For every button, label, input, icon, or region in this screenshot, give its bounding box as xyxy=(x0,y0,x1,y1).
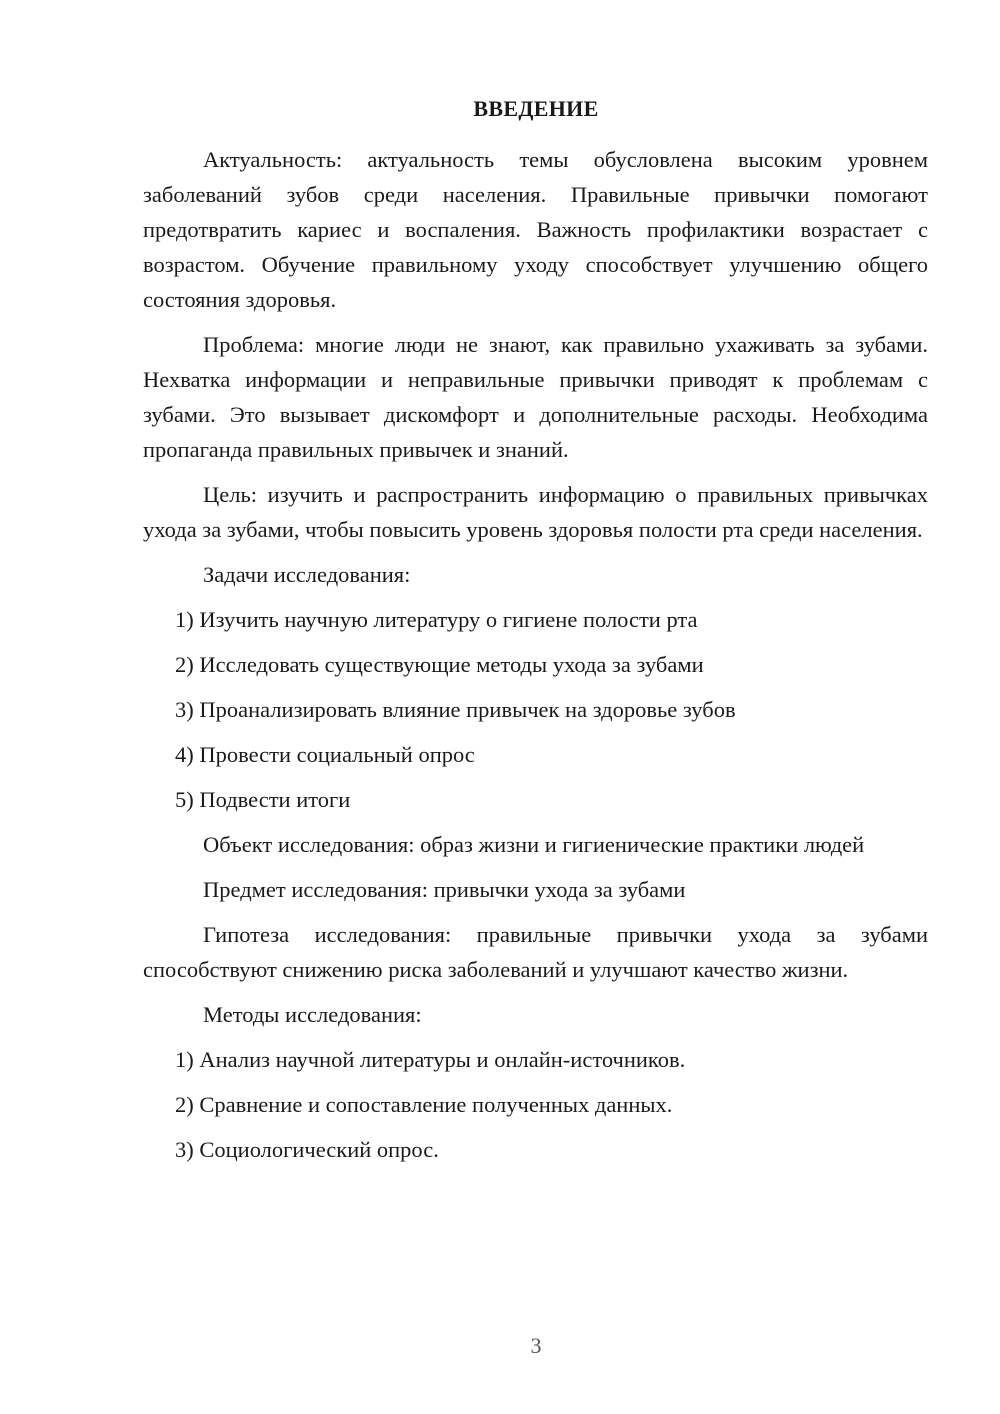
document-body xyxy=(143,142,928,1177)
task-item: 5) Подвести итоги xyxy=(175,787,351,812)
problem-paragraph: Проблема: многие люди не знают, как правильно ухаживать за зубами. Нехватка информации и неправильные привычки приводят к проблемам с зубами. Это вызывает дискомфорт и дополнительные расходы. Необходима пропаганда правильных привычек и знаний. xyxy=(143,332,928,462)
tasks-list xyxy=(143,602,928,817)
subject-paragraph: Предмет исследования: привычки ухода за зубами xyxy=(203,877,686,902)
task-item: 2) Исследовать существующие методы ухода за зубами xyxy=(175,652,704,677)
page-number: 3 xyxy=(530,1333,542,1358)
section-title: ВВЕДЕНИЕ xyxy=(473,96,599,121)
method-item: 3) Социологический опрос. xyxy=(175,1137,439,1162)
methods-list xyxy=(143,1042,928,1167)
hypothesis-paragraph: Гипотеза исследования: правильные привычки ухода за зубами способствуют снижению риска заболеваний и улучшают качество жизни. xyxy=(143,922,928,982)
method-item: 1) Анализ научной литературы и онлайн-источников. xyxy=(175,1047,686,1072)
goal-paragraph: Цель: изучить и распространить информацию о правильных привычках ухода за зубами, чтобы повысить уровень здоровья полости рта среди населения. xyxy=(143,482,928,542)
method-item: 2) Сравнение и сопоставление полученных данных. xyxy=(175,1092,673,1117)
object-paragraph: Объект исследования: образ жизни и гигиенические практики людей xyxy=(203,832,865,857)
tasks-heading: Задачи исследования: xyxy=(203,562,411,587)
relevance-paragraph: Актуальность: актуальность темы обусловлена высоким уровнем заболеваний зубов среди населения. Правильные привычки помогают предотвратить кариес и воспаления. Важность профилактики возрастает с возрастом. Обучение правильному уходу способствует улучшению общего состояния здоровья. xyxy=(143,147,928,312)
task-item: 3) Проанализировать влияние привычек на здоровье зубов xyxy=(175,697,736,722)
task-item: 1) Изучить научную литературу о гигиене полости рта xyxy=(175,607,698,632)
task-item: 4) Провести социальный опрос xyxy=(175,742,475,767)
methods-heading: Методы исследования: xyxy=(203,1002,422,1027)
